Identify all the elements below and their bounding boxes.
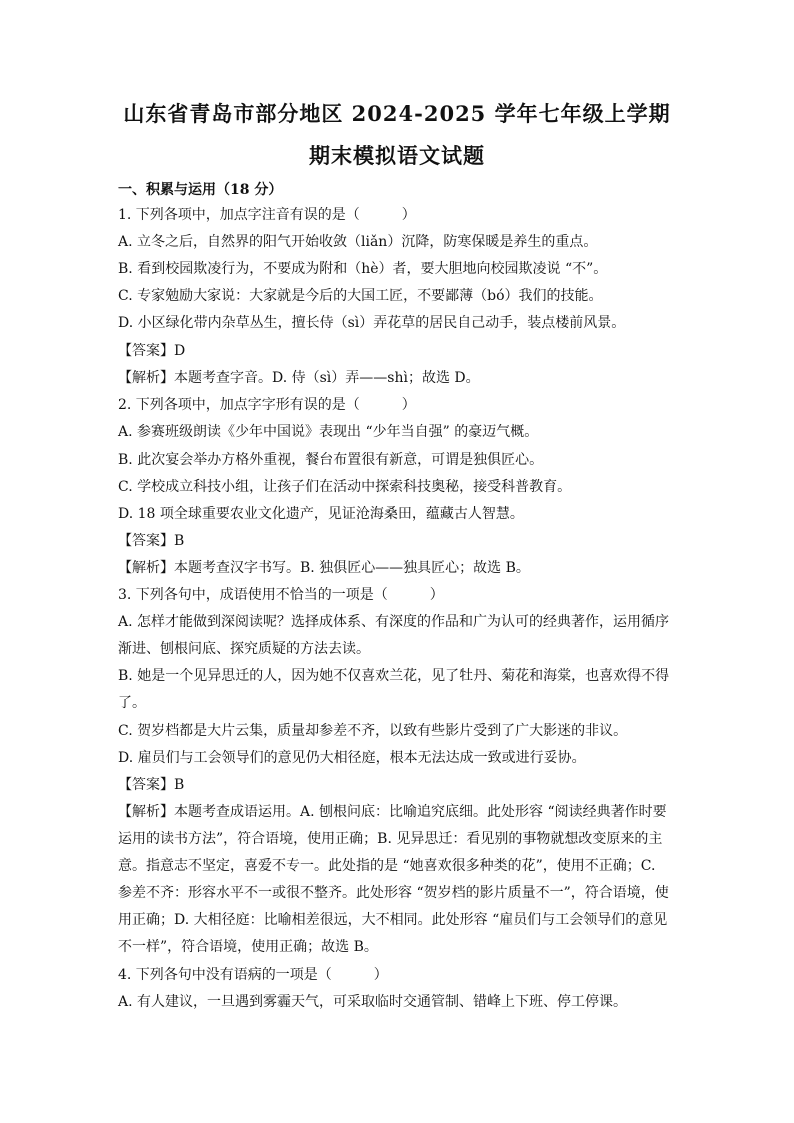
question-1-option-a: A. 立冬之后，自然界的阳气开始收敛（liǎn）沉降，防寒保暖是养生的重点。: [118, 234, 598, 250]
question-3-analysis-line-6: 不一样”，符合语境，使用正确；故选 B。: [118, 939, 378, 955]
question-2-option-d: D. 18 项全球重要农业文化遗产，见证沧海桑田，蕴藏古人智慧。: [118, 506, 524, 522]
question-2-option-b: B. 此次宴会举办方格外重视，餐台布置很有新意，可谓是独俱匠心。: [118, 452, 544, 468]
question-1-answer: 【答案】D: [118, 343, 186, 359]
question-3-option-d: D. 雇员们与工会领导们的意见仍大相径庭，根本无法达成一致或进行妥协。: [118, 750, 586, 766]
question-2-option-c: C. 学校成立科技小组，让孩子们在活动中探索科技奥秘，接受科普教育。: [118, 479, 572, 495]
question-4-option-a: A. 有人建议，一旦遇到雾霾天气，可采取临时交通管制、错峰上下班、停工停课。: [118, 994, 628, 1010]
question-3-option-b-continued: 了。: [118, 695, 146, 711]
question-1-analysis: 【解析】本题考查字音。D. 侍（sì）弄——shì；故选 D。: [118, 370, 480, 386]
section-heading: 一、积累与运用（18 分）: [118, 182, 283, 198]
question-3-stem: 3. 下列各句中，成语使用不恰当的一项是（ ）: [118, 587, 444, 603]
document-title-line-1: 山东省青岛市部分地区 2024-2025 学年七年级上学期: [123, 101, 671, 126]
question-2-stem: 2. 下列各项中，加点字字形有误的是（ ）: [118, 397, 416, 413]
question-3-analysis: 【解析】本题考查成语运用。A. 刨根问底：比喻追究底细。此处形容 “阅读经典著作时要: [118, 804, 667, 820]
question-2-answer: 【答案】B: [118, 533, 185, 549]
question-2-analysis: 【解析】本题考查汉字书写。B. 独俱匠心——独具匠心；故选 B。: [118, 560, 530, 576]
document-title-line-2: 期末模拟语文试题: [309, 143, 485, 168]
question-4-stem: 4. 下列各句中没有语病的一项是（ ）: [118, 967, 388, 983]
question-3-answer: 【答案】B: [118, 777, 185, 793]
question-3-analysis-line-4: 参差不齐：形容水平不一或很不整齐。此处形容 “贺岁档的影片质量不一”，符合语境，使: [118, 885, 669, 901]
question-3-option-b: B. 她是一个见异思迁的人，因为她不仅喜欢兰花，见了牡丹、菊花和海棠，也喜欢得不得: [118, 668, 670, 684]
question-3-analysis-line-2: 运用的读书方法”，符合语境，使用正确；B. 见异思迁：看见别的事物就想改变原来的主: [118, 831, 663, 847]
question-3-analysis-line-3: 意。指意志不坚定，喜爱不专一。此处指的是 “她喜欢很多种类的花”，使用不正确；C.: [118, 858, 656, 874]
question-2-option-a: A. 参赛班级朗读《少年中国说》表现出 “少年当自强” 的豪迈气概。: [118, 424, 539, 440]
question-1-option-b: B. 看到校园欺凌行为，不要成为附和（hè）者，要大胆地向校园欺凌说 “不”。: [118, 261, 608, 277]
question-1-option-d: D. 小区绿化带内杂草丛生，擅长侍（sì）弄花草的居民自己动手，装点楼前风景。: [118, 315, 626, 331]
question-3-option-a: A. 怎样才能做到深阅读呢？选择成体系、有深度的作品和广为认可的经典著作，运用循序: [118, 614, 670, 630]
question-3-option-c: C. 贺岁档都是大片云集，质量却参差不齐，以致有些影片受到了广大影迷的非议。: [118, 723, 628, 739]
question-1-option-c: C. 专家勉励大家说：大家就是今后的大国工匠，不要鄙薄（bó）我们的技能。: [118, 288, 603, 304]
question-1-stem: 1. 下列各项中，加点字注音有误的是（ ）: [118, 207, 416, 223]
question-3-analysis-line-5: 用正确；D. 大相径庭：比喻相差很远，大不相同。此处形容 “雇员们与工会领导们的意见: [118, 912, 668, 928]
question-3-option-a-continued: 渐进、刨根问底、探究质疑的方法去读。: [118, 641, 370, 657]
